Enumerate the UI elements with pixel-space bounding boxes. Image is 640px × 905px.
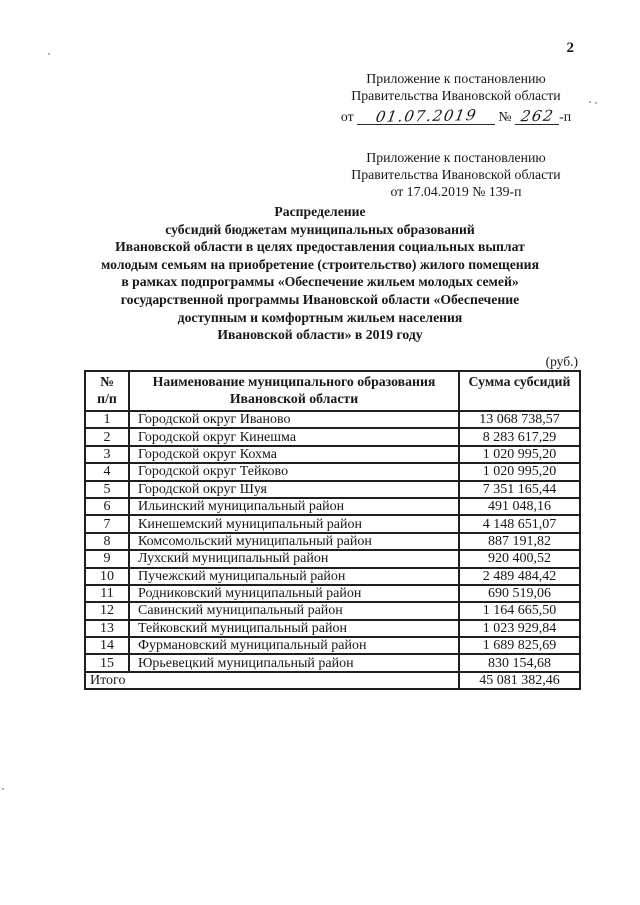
table-row <box>85 498 580 515</box>
header-num-line1: № <box>100 374 114 389</box>
title-line: субсидий бюджетам муниципальных образований <box>165 221 475 237</box>
table-body <box>85 411 580 672</box>
annex1-number-blank <box>515 106 559 126</box>
municipality-name: Тейковский муниципальный район <box>129 620 459 637</box>
scan-speck <box>589 101 591 103</box>
header-municipality <box>129 371 459 411</box>
subsidy-amount: 1 020 995,20 <box>459 463 580 480</box>
row-number: 11 <box>85 585 129 602</box>
annex1-line1: Приложение к постановлению <box>366 71 546 86</box>
table-row <box>85 428 580 445</box>
annex1-date-blank <box>357 106 495 126</box>
table-row <box>85 568 580 585</box>
total-row <box>85 672 580 689</box>
title-line: доступным и комфортным жильем населения <box>177 309 463 325</box>
municipality-name: Городской округ Кинешма <box>129 428 459 445</box>
row-number: 10 <box>85 568 129 585</box>
municipality-name: Комсомольский муниципальный район <box>129 533 459 550</box>
row-number: 5 <box>85 481 129 498</box>
annex1-number-sign: № <box>498 109 512 124</box>
subsidy-amount: 887 191,82 <box>459 533 580 550</box>
municipality-name: Городской округ Иваново <box>129 411 459 428</box>
scan-speck <box>48 53 50 55</box>
page-number: 2 <box>566 40 574 56</box>
header-name-line2: Ивановской области <box>229 390 359 406</box>
table-row <box>85 411 580 428</box>
row-number: 13 <box>85 620 129 637</box>
header-subsidy-sum: Сумма субсидий <box>459 371 580 411</box>
row-number: 2 <box>85 428 129 445</box>
municipality-name: Савинский муниципальный район <box>129 602 459 619</box>
title-line: Ивановской области» в 2019 году <box>217 327 423 343</box>
subsidy-amount: 1 689 825,69 <box>459 637 580 654</box>
annex-reference-1 <box>330 70 582 125</box>
table-row <box>85 620 580 637</box>
annex1-date-line <box>330 108 582 125</box>
row-number: 1 <box>85 411 129 428</box>
row-number: 8 <box>85 533 129 550</box>
table-row <box>85 515 580 532</box>
title-line: в рамках подпрограммы «Обеспечение жильем молодых семей» <box>121 274 519 290</box>
subsidy-amount: 2 489 484,42 <box>459 568 580 585</box>
currency-note: (руб.) <box>545 354 578 369</box>
row-number: 3 <box>85 446 129 463</box>
annex2-line3: от 17.04.2019 № 139-п <box>390 184 522 199</box>
row-number: 4 <box>85 463 129 480</box>
title-line: Распределение <box>274 204 366 219</box>
document-title <box>30 203 610 344</box>
annex1-line2: Правительства Ивановской области <box>351 88 561 103</box>
handwritten-number: 262 <box>519 106 556 126</box>
subsidy-amount: 690 519,06 <box>459 585 580 602</box>
subsidy-amount: 13 068 738,57 <box>459 411 580 428</box>
subsidy-amount: 830 154,68 <box>459 654 580 671</box>
table-row <box>85 550 580 567</box>
total-amount: 45 081 382,46 <box>459 672 580 689</box>
subsidy-amount: 7 351 165,44 <box>459 481 580 498</box>
table-header <box>85 371 580 411</box>
table-footer <box>85 672 580 689</box>
municipality-name: Лухский муниципальный район <box>129 550 459 567</box>
annex2-line2: Правительства Ивановской области <box>351 167 561 182</box>
annex1-prefix: от <box>340 109 354 124</box>
row-number: 14 <box>85 637 129 654</box>
subsidy-amount: 1 164 665,50 <box>459 602 580 619</box>
header-num-line2: п/п <box>97 390 117 406</box>
table-row <box>85 481 580 498</box>
scan-speck <box>2 788 4 790</box>
subsidy-amount: 920 400,52 <box>459 550 580 567</box>
subsidy-amount: 491 048,16 <box>459 498 580 515</box>
handwritten-date: 01.07.2019 <box>374 106 479 126</box>
municipality-name: Городской округ Кохма <box>129 446 459 463</box>
municipality-name: Фурмановский муниципальный район <box>129 637 459 654</box>
table-row <box>85 602 580 619</box>
subsidy-distribution-table <box>84 370 581 690</box>
municipality-name: Кинешемский муниципальный район <box>129 515 459 532</box>
header-row-number <box>85 371 129 411</box>
municipality-name: Юрьевецкий муниципальный район <box>129 654 459 671</box>
annex-reference-2 <box>330 149 582 200</box>
subsidy-amount: 8 283 617,29 <box>459 428 580 445</box>
scan-speck <box>595 102 597 104</box>
annex2-line1: Приложение к постановлению <box>366 150 546 165</box>
municipality-name: Родниковский муниципальный район <box>129 585 459 602</box>
title-line: государственной программы Ивановской области «Обеспечение <box>120 291 520 307</box>
row-number: 7 <box>85 515 129 532</box>
table-row <box>85 654 580 671</box>
table-row <box>85 637 580 654</box>
subsidy-amount: 1 020 995,20 <box>459 446 580 463</box>
row-number: 6 <box>85 498 129 515</box>
table-row <box>85 533 580 550</box>
municipality-name: Пучежский муниципальный район <box>129 568 459 585</box>
title-line: Ивановской области в целях предоставления социальных выплат <box>115 239 525 255</box>
total-label: Итого <box>85 672 459 689</box>
municipality-name: Ильинский муниципальный район <box>129 498 459 515</box>
annex1-suffix: -п <box>559 109 572 124</box>
municipality-name: Городской округ Тейково <box>129 463 459 480</box>
table-row <box>85 463 580 480</box>
row-number: 9 <box>85 550 129 567</box>
header-name-line1: Наименование муниципального образования <box>152 374 436 389</box>
table-row <box>85 585 580 602</box>
table-row <box>85 446 580 463</box>
subsidy-amount: 4 148 651,07 <box>459 515 580 532</box>
municipality-name: Городской округ Шуя <box>129 481 459 498</box>
row-number: 12 <box>85 602 129 619</box>
subsidy-amount: 1 023 929,84 <box>459 620 580 637</box>
title-line: молодым семьям на приобретение (строительство) жилого помещения <box>101 256 539 272</box>
row-number: 15 <box>85 654 129 671</box>
